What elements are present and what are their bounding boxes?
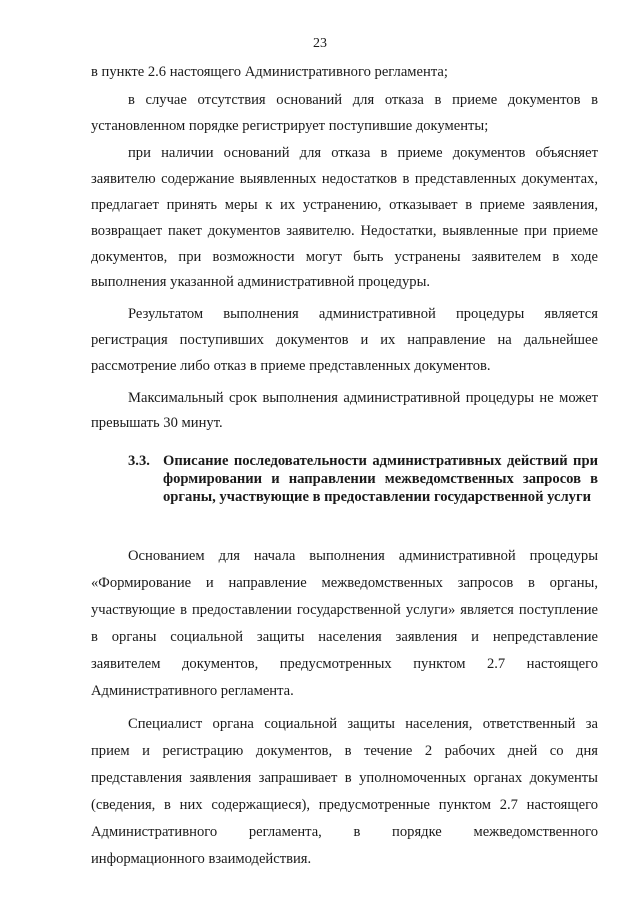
paragraph-max-duration: Максимальный срок выполнения административной процедуры не может превышать 30 минут. <box>91 389 598 432</box>
paragraph-continuation: в пункте 2.6 настоящего Административного регламента; <box>91 64 448 80</box>
section-title: Описание последовательности административных действий при формировании и направлении межведомственных запросов в органы, участвующие в предоставлении государственной услуги <box>163 453 598 505</box>
paragraph-specialist-request: Специалист органа социальной защиты населения, ответственный за прием и регистрацию документов, в течение 2 рабочих дней со дня представления заявления запрашивает в уполномоченных органах документы (сведения, в них содержащиеся), предусмотренные пунктом 2.7 настоящего Административного регламента, в порядке межведомственного информационного взаимодействия. <box>91 716 598 867</box>
page-number: 23 <box>313 36 327 51</box>
paragraph-register-documents: в случае отсутствия оснований для отказа в приеме документов в установленном порядке регистрирует поступившие документы; <box>91 91 598 134</box>
paragraph-refusal-grounds: при наличии оснований для отказа в приеме документов объясняет заявителю содержание выявленных недостатков в представленных документах, предлагает принять меры к их устранению, отказывает в приеме заявления, возвращает пакет документов заявителю. Недостатки, выявленные при приеме документов, при возможности могут быть устранены заявителем в ходе выполнения указанной административной процедуры. <box>91 145 598 291</box>
top-section <box>91 60 598 437</box>
section-number: 3.3. <box>128 453 150 469</box>
paragraph-procedure-basis: Основанием для начала выполнения административной процедуры «Формирование и направление межведомственных запросов в органы, участвующие в предоставлении государственной услуги» является поступление в органы социальной защиты населения заявления и непредставление заявителем документов, предусмотренных пунктом 2.7 настоящего Административного регламента. <box>91 548 598 699</box>
bottom-section <box>91 543 598 873</box>
paragraph-procedure-result: Результатом выполнения административной процедуры является регистрация поступивших документов и их направление на дальнейшее рассмотрение либо отказ в приеме представленных документов. <box>91 306 598 374</box>
section-heading <box>128 452 598 506</box>
